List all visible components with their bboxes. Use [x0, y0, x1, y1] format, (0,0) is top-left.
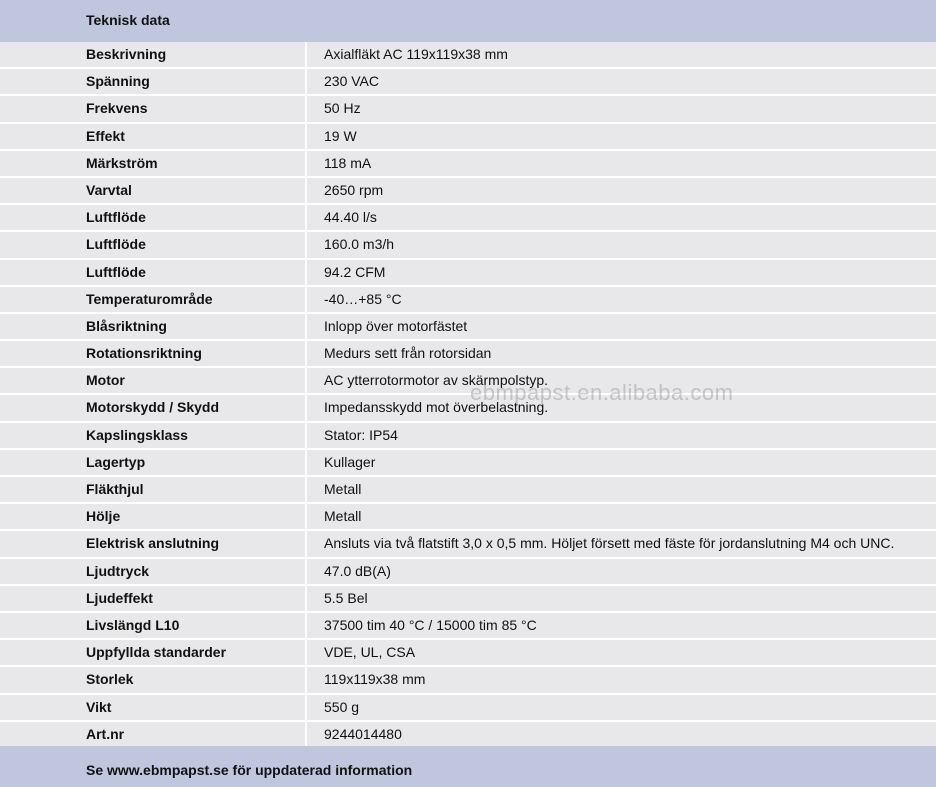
- table-row: [0, 314, 936, 341]
- table-row: [0, 586, 936, 613]
- table-row: [0, 667, 936, 694]
- row-value: 550 g: [307, 695, 936, 720]
- row-value: AC ytterrotormotor av skärmpolstyp.: [307, 368, 936, 393]
- table-row: [0, 450, 936, 477]
- table-row: [0, 124, 936, 151]
- row-label: Art.nr: [0, 722, 305, 747]
- row-value: Inlopp över motorfästet: [307, 314, 936, 339]
- table-row: [0, 178, 936, 205]
- watermark: ebmpapst.en.alibaba.com: [470, 380, 734, 405]
- row-value: VDE, UL, CSA: [307, 640, 936, 665]
- row-label: Rotationsriktning: [0, 341, 305, 366]
- row-value: 37500 tim 40 °C / 15000 tim 85 °C: [307, 613, 936, 638]
- table-row: [0, 423, 936, 450]
- footer-note: Se www.ebmpapst.se för uppdaterad information: [86, 762, 413, 778]
- row-value: 44.40 l/s: [307, 205, 936, 230]
- table-row: [0, 640, 936, 667]
- row-value: Kullager: [307, 450, 936, 475]
- row-label: Storlek: [0, 667, 305, 692]
- table-row: [0, 695, 936, 722]
- table-footer: [0, 746, 936, 787]
- row-label: Luftflöde: [0, 260, 305, 285]
- table-row: [0, 613, 936, 640]
- row-label: Livslängd L10: [0, 613, 305, 638]
- table-row: [0, 287, 936, 314]
- row-label: Temperaturområde: [0, 287, 305, 312]
- row-label: Blåsriktning: [0, 314, 305, 339]
- row-value: Ansluts via två flatstift 3,0 x 0,5 mm. Höljet försett med fäste för jordanslutning M4 och UNC.: [307, 531, 936, 556]
- table-row: [0, 341, 936, 368]
- page-title: Teknisk data: [86, 12, 170, 28]
- table-row: [0, 232, 936, 259]
- row-value: -40…+85 °C: [307, 287, 936, 312]
- row-label: Lagertyp: [0, 450, 305, 475]
- table-row: [0, 395, 936, 422]
- row-label: Vikt: [0, 695, 305, 720]
- row-label: Luftflöde: [0, 205, 305, 230]
- row-label: Motorskydd / Skydd: [0, 395, 305, 420]
- row-label: Uppfyllda standarder: [0, 640, 305, 665]
- row-label: Spänning: [0, 69, 305, 94]
- row-label: Luftflöde: [0, 232, 305, 257]
- table-row: [0, 368, 936, 395]
- row-value: Axialfläkt AC 119x119x38 mm: [307, 42, 936, 67]
- spec-table: [0, 42, 936, 749]
- row-label: Effekt: [0, 124, 305, 149]
- row-value: Impedansskydd mot överbelastning.: [307, 395, 936, 420]
- table-row: [0, 42, 936, 69]
- row-value: Medurs sett från rotorsidan: [307, 341, 936, 366]
- row-value: 19 W: [307, 124, 936, 149]
- row-value: 119x119x38 mm: [307, 667, 936, 692]
- row-value: 2650 rpm: [307, 178, 936, 203]
- table-row: [0, 559, 936, 586]
- row-label: Elektrisk anslutning: [0, 531, 305, 556]
- row-value: Metall: [307, 504, 936, 529]
- table-row: [0, 477, 936, 504]
- table-row: [0, 260, 936, 287]
- row-value: 47.0 dB(A): [307, 559, 936, 584]
- row-value: Metall: [307, 477, 936, 502]
- row-label: Märkström: [0, 151, 305, 176]
- row-value: 94.2 CFM: [307, 260, 936, 285]
- row-value: 160.0 m3/h: [307, 232, 936, 257]
- table-row: [0, 69, 936, 96]
- table-row: [0, 96, 936, 123]
- row-label: Beskrivning: [0, 42, 305, 67]
- row-label: Motor: [0, 368, 305, 393]
- table-header: [0, 0, 936, 42]
- table-row: [0, 722, 936, 749]
- table-row: [0, 151, 936, 178]
- row-value: 230 VAC: [307, 69, 936, 94]
- row-value: 50 Hz: [307, 96, 936, 121]
- row-label: Ljudtryck: [0, 559, 305, 584]
- row-label: Kapslingsklass: [0, 423, 305, 448]
- row-label: Frekvens: [0, 96, 305, 121]
- row-value: 5.5 Bel: [307, 586, 936, 611]
- table-row: [0, 205, 936, 232]
- row-label: Hölje: [0, 504, 305, 529]
- row-label: Varvtal: [0, 178, 305, 203]
- row-value: 118 mA: [307, 151, 936, 176]
- row-label: Ljudeffekt: [0, 586, 305, 611]
- table-row: [0, 531, 936, 558]
- row-value: 9244014480: [307, 722, 936, 747]
- table-row: [0, 504, 936, 531]
- row-value: Stator: IP54: [307, 423, 936, 448]
- row-label: Fläkthjul: [0, 477, 305, 502]
